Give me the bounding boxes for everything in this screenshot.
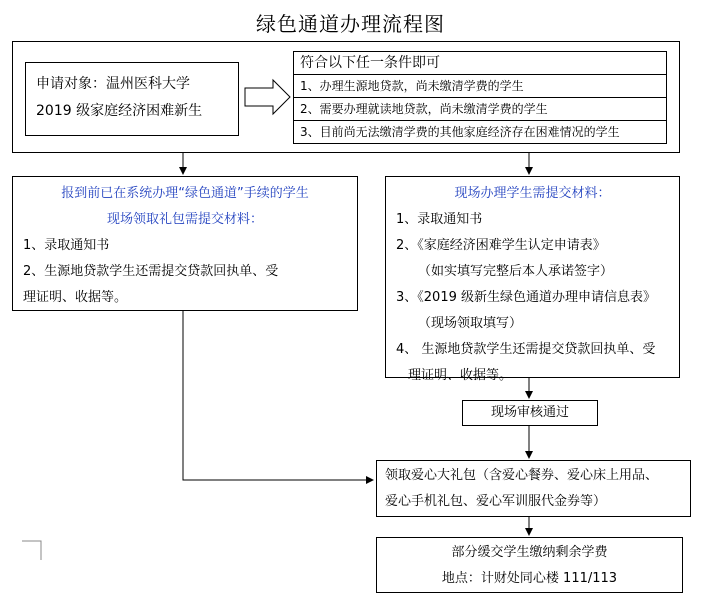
crop-mark xyxy=(22,541,41,560)
prebooked-heading-line1: 报到前已在系统办理“绿色通道”手续的学生 xyxy=(61,186,309,201)
onsite-item: 1、录取通知书 xyxy=(396,212,483,227)
conditions-header: 符合以下任一条件即可 xyxy=(294,52,666,75)
prebooked-heading-line2: 现场领取礼包需提交材料： xyxy=(106,212,263,227)
payment-line1: 部分缓交学生缴纳剩余学费 xyxy=(451,545,608,560)
onsite-item-note: （现场领取填写） xyxy=(418,316,523,331)
onsite-item: 4、 生源地贷款学生还需提交贷款回执单、受 xyxy=(396,342,656,357)
condition-item: 1、办理生源地贷款，尚未缴清学费的学生 xyxy=(294,75,666,98)
applicant-line2: 2019 级家庭经济困难新生 xyxy=(36,103,203,119)
onsite-item-note: （如实填写完整后本人承诺签字） xyxy=(418,264,614,279)
payment-location: 地点：计财处同心楼 111/113 xyxy=(441,571,618,586)
condition-item: 3、目前尚无法缴清学费的其他家庭经济存在困难情况的学生 xyxy=(300,125,620,139)
prebooked-materials-box xyxy=(12,176,358,311)
onsite-heading: 现场办理学生需提交材料： xyxy=(454,186,611,201)
applicant-label: 申请对象：温州医科大学 xyxy=(36,76,190,92)
condition-item: 2、需要办理就读地贷款，尚未缴清学费的学生 xyxy=(294,98,666,121)
onsite-item: 理证明、收据等。 xyxy=(408,368,513,383)
conditions-table xyxy=(293,51,667,144)
prebooked-item: 1、录取通知书 xyxy=(23,238,110,253)
payment-box xyxy=(376,537,683,593)
prebooked-item: 2、生源地贷款学生还需提交贷款回执单、受 xyxy=(23,264,279,279)
gift-line1: 领取爱心大礼包（含爱心餐券、爱心床上用品、 xyxy=(385,468,659,483)
onsite-item: 2、《家庭经济困难学生认定申请表》 xyxy=(396,238,606,253)
prebooked-item: 理证明、收据等。 xyxy=(23,290,128,305)
applicant-box xyxy=(25,62,239,136)
gift-line2: 爱心手机礼包、爱心军训服代金券等） xyxy=(385,494,607,509)
arrow-left-to-gift xyxy=(183,311,373,480)
hollow-arrow-icon xyxy=(245,80,290,114)
review-box xyxy=(462,400,598,426)
onsite-materials-box xyxy=(385,176,680,383)
onsite-item: 3、《2019 级新生绿色通道办理申请信息表》 xyxy=(396,290,656,305)
page-title: 绿色通道办理流程图 xyxy=(256,12,445,36)
gift-box xyxy=(376,460,691,517)
review-label: 现场审核通过 xyxy=(490,405,569,420)
